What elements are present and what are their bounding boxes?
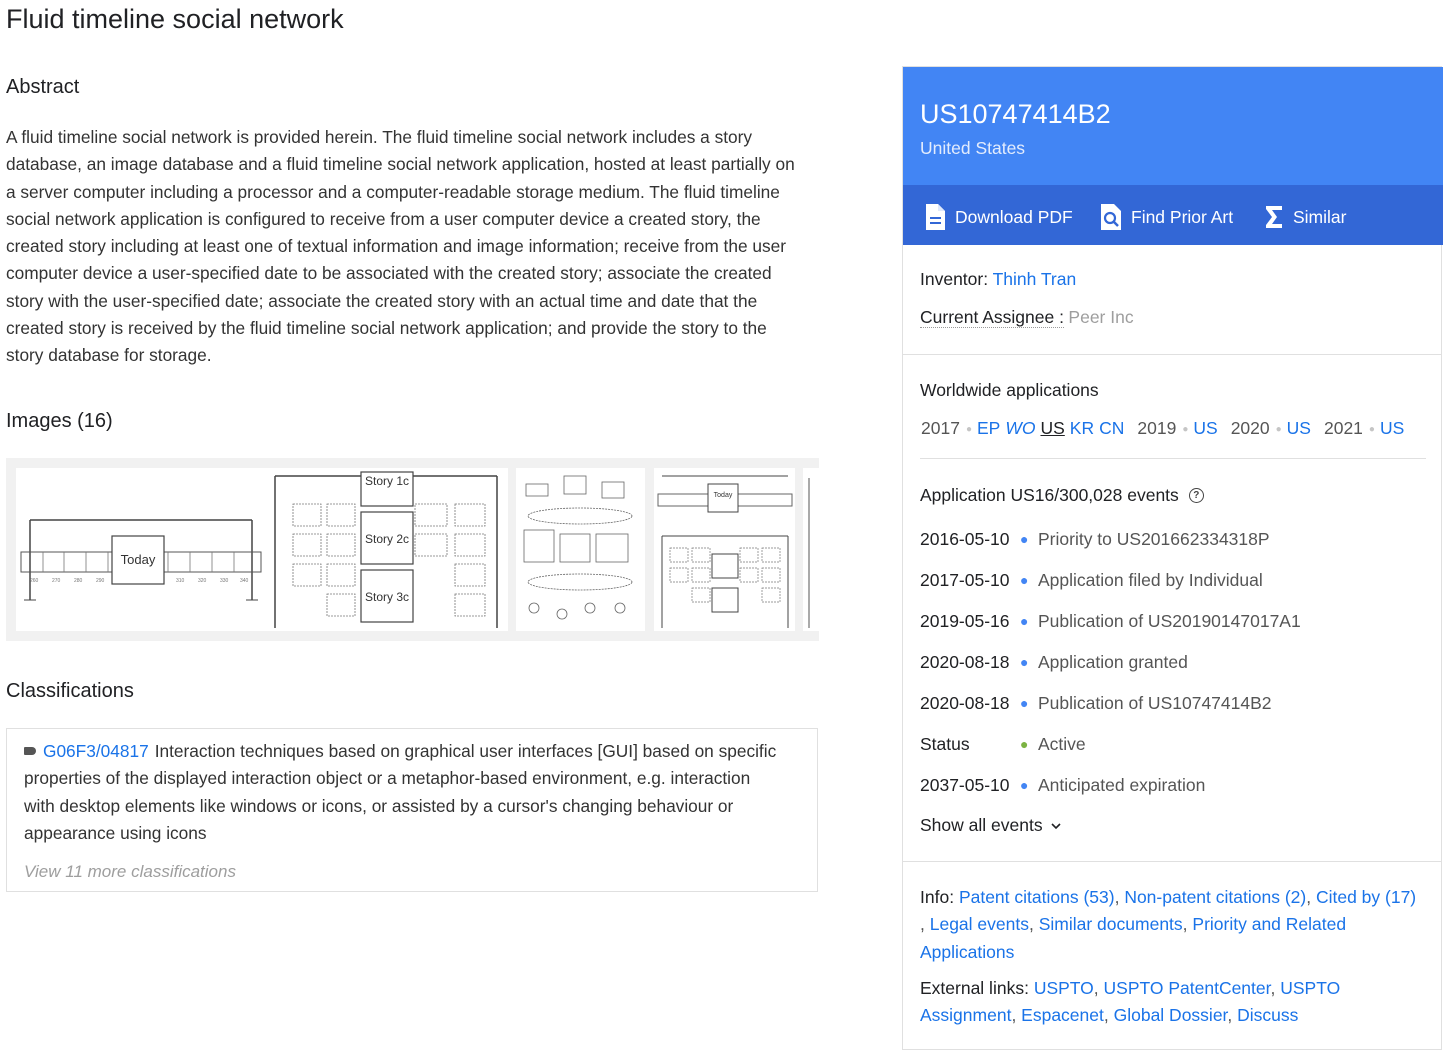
country-link-ep[interactable]: EP [976, 418, 1001, 438]
status-value: Active [1038, 733, 1086, 754]
event-dot: ● [1020, 777, 1029, 793]
publication-number: US10747414B2 [920, 99, 1111, 129]
publication-country: United States [920, 138, 1026, 158]
non-patent-citations-link[interactable]: Non-patent citations (2) [1124, 887, 1307, 907]
inventor-label: Inventor: [920, 269, 989, 289]
status-row [920, 732, 1086, 756]
find-prior-art-label: Find Prior Art [1131, 206, 1234, 227]
image-thumbnail-3[interactable] [516, 468, 645, 631]
events-title-text: Application US16/300,028 events [920, 485, 1179, 505]
discuss-link[interactable]: Discuss [1237, 1005, 1299, 1026]
image-thumbnail-2[interactable] [265, 468, 508, 631]
download-pdf-label: Download PDF [955, 206, 1073, 227]
event-date: 2019-05-16 [920, 610, 1010, 631]
dot-icon: ● [1368, 423, 1375, 435]
event-description: Anticipated expiration [1038, 774, 1206, 795]
assignee-row [920, 307, 1134, 328]
year-label: 2019 [1137, 418, 1177, 438]
patent-side-panel [902, 66, 1442, 1050]
document-icon [923, 203, 947, 231]
thumb-label: Today [120, 552, 156, 567]
abstract-heading: Abstract [6, 76, 80, 98]
year-label: 2021 [1323, 418, 1363, 438]
event-row [920, 609, 1301, 633]
uspto-assignment-link[interactable]: USPTO Assignment [920, 978, 1341, 1026]
image-thumbnail-1[interactable] [16, 468, 269, 631]
dot-icon: ● [965, 423, 972, 435]
country-link-us[interactable]: US [1286, 418, 1311, 438]
priority-related-applications-link[interactable]: Priority and Related Applications [920, 914, 1347, 962]
figure-drawing [265, 468, 508, 631]
event-date: 2016-05-10 [920, 528, 1010, 549]
country-link-us-current[interactable]: US [1040, 418, 1065, 438]
event-description: Application granted [1038, 651, 1188, 672]
year-label: 2017 [921, 418, 960, 438]
external-links: External links: USPTO, USPTO PatentCenter, USPTO Assignment, Espacenet, Global Dossier, Discuss [920, 978, 1341, 1026]
event-dot: ● [1020, 613, 1029, 629]
year-label: 2020 [1230, 418, 1270, 438]
inventor-row [920, 269, 1076, 290]
country-link-us[interactable]: US [1193, 418, 1218, 438]
event-date: 2037-05-10 [920, 774, 1010, 795]
assignee-label: Current Assignee : [920, 307, 1064, 327]
show-all-events-button[interactable] [920, 815, 1062, 836]
info-label: Info: [920, 887, 955, 907]
svg-text:340: 340 [240, 578, 249, 584]
view-more-classifications-link[interactable]: View 11 more classifications [24, 862, 236, 881]
classification-code-link[interactable]: G06F3/04817 [43, 741, 149, 761]
similar-button[interactable] [1263, 203, 1346, 231]
status-dot: ● [1020, 736, 1029, 752]
status-label: Status [920, 733, 970, 754]
cited-by-link[interactable]: Cited by (17) [1315, 887, 1417, 907]
svg-text:330: 330 [220, 578, 229, 584]
classifications-heading: Classifications [6, 680, 134, 702]
uspto-link[interactable]: USPTO [1033, 978, 1094, 998]
download-pdf-button[interactable] [923, 203, 1073, 231]
figure-drawing [654, 468, 795, 631]
images-heading: Images (16) [6, 410, 113, 432]
similar-documents-link[interactable]: Similar documents [1038, 914, 1183, 935]
event-description: Priority to US201662334318P [1038, 528, 1270, 549]
classification-box [6, 728, 818, 892]
event-row [920, 773, 1205, 797]
info-links: Info: Patent citations (53), Non-patent citations (2), Cited by (17) , Legal events, Similar documents, Priority and Related Applications [920, 887, 1417, 962]
event-dot: ● [1020, 531, 1029, 547]
event-row [920, 527, 1270, 551]
svg-text:260: 260 [30, 578, 39, 584]
event-date: 2020-08-18 [920, 651, 1010, 672]
sigma-icon [1263, 204, 1285, 230]
espacenet-link[interactable]: Espacenet [1021, 1005, 1104, 1026]
thumb-label: Story 1c [364, 474, 410, 488]
event-row [920, 691, 1272, 715]
svg-text:310: 310 [176, 578, 185, 584]
country-link-cn[interactable]: CN [1099, 418, 1125, 438]
svg-text:280: 280 [74, 578, 83, 584]
event-date: 2017-05-10 [920, 569, 1010, 590]
chevron-down-icon [1050, 821, 1062, 831]
event-description: Application filed by Individual [1038, 569, 1263, 590]
svg-text:320: 320 [198, 578, 207, 584]
panel-action-bar [903, 185, 1443, 245]
event-row [920, 650, 1188, 674]
svg-text:270: 270 [52, 578, 61, 584]
search-document-icon [1099, 203, 1123, 231]
events-title [920, 485, 1204, 506]
external-links-label: External links: [920, 978, 1029, 998]
section-divider [903, 354, 1441, 355]
abstract-text: A fluid timeline social network is provided herein. The fluid timeline social network includes a story database, an image database and a fluid timeline social network application, hosted at least partially on a server computer including a processor and a computer-readable storage medium. The fluid timeline social network application is configured to receive from a user computer device a created story, the created story including at least one of textual information and image information; receive from the user computer device a user-specified date to be associated with the created story; associate the created story with the user-specified date; associate the created story with an actual time and date that the created story is received by the fluid timeline social network application; and provide the story to the story database for storage. [6, 127, 795, 366]
legal-events-link[interactable]: Legal events [929, 914, 1029, 935]
show-all-events-label: Show all events [920, 815, 1043, 835]
country-link-kr[interactable]: KR [1069, 418, 1095, 438]
thumb-label: Story 3c [364, 590, 410, 604]
event-dot: ● [1020, 572, 1029, 588]
event-dot: ● [1020, 695, 1029, 711]
thumb-label: Story 2c [364, 532, 410, 546]
event-date: 2020-08-18 [920, 692, 1010, 713]
figure-drawing [803, 468, 819, 631]
event-description: Publication of US20190147017A1 [1038, 610, 1301, 631]
thumb-label: Today [713, 492, 733, 499]
page-title: Fluid timeline social network [6, 4, 344, 34]
figure-drawing [16, 468, 269, 631]
section-divider [903, 861, 1441, 862]
help-icon[interactable]: ? [1189, 488, 1204, 503]
assignee-value: Peer Inc [1068, 307, 1134, 327]
patent-citations-link[interactable]: Patent citations (53) [958, 887, 1115, 907]
event-dot: ● [1020, 654, 1029, 670]
image-thumbnail-5[interactable] [803, 468, 819, 631]
inner-divider [920, 458, 1426, 459]
uspto-patentcenter-link[interactable]: USPTO PatentCenter [1103, 978, 1271, 998]
event-description: Publication of US10747414B2 [1038, 692, 1272, 713]
images-carousel[interactable] [6, 458, 819, 641]
classification-description: Interaction techniques based on graphical user interfaces [GUI] based on specific properties of the displayed interaction object or a metaphor-based environment, e.g. interaction with desktop elements like windows or icons, or assisted by a cursor's changing behaviour or appearance using icons [24, 741, 777, 843]
find-prior-art-button[interactable] [1099, 203, 1233, 231]
dot-icon: ● [1275, 423, 1282, 435]
worldwide-applications-title: Worldwide applications [920, 380, 1099, 400]
global-dossier-link[interactable]: Global Dossier [1113, 1005, 1228, 1026]
similar-label: Similar [1293, 206, 1347, 227]
svg-text:290: 290 [96, 578, 105, 584]
country-link-wo[interactable]: WO [1005, 418, 1036, 438]
dot-icon: ● [1182, 423, 1189, 435]
event-row [920, 568, 1263, 592]
image-thumbnail-4[interactable] [654, 468, 795, 631]
inventor-link[interactable]: Thinh Tran [992, 269, 1077, 289]
figure-drawing [516, 468, 645, 631]
worldwide-applications-row [921, 418, 1409, 439]
country-link-us[interactable]: US [1379, 418, 1405, 438]
classification-item [24, 738, 784, 847]
label-icon [24, 747, 36, 755]
